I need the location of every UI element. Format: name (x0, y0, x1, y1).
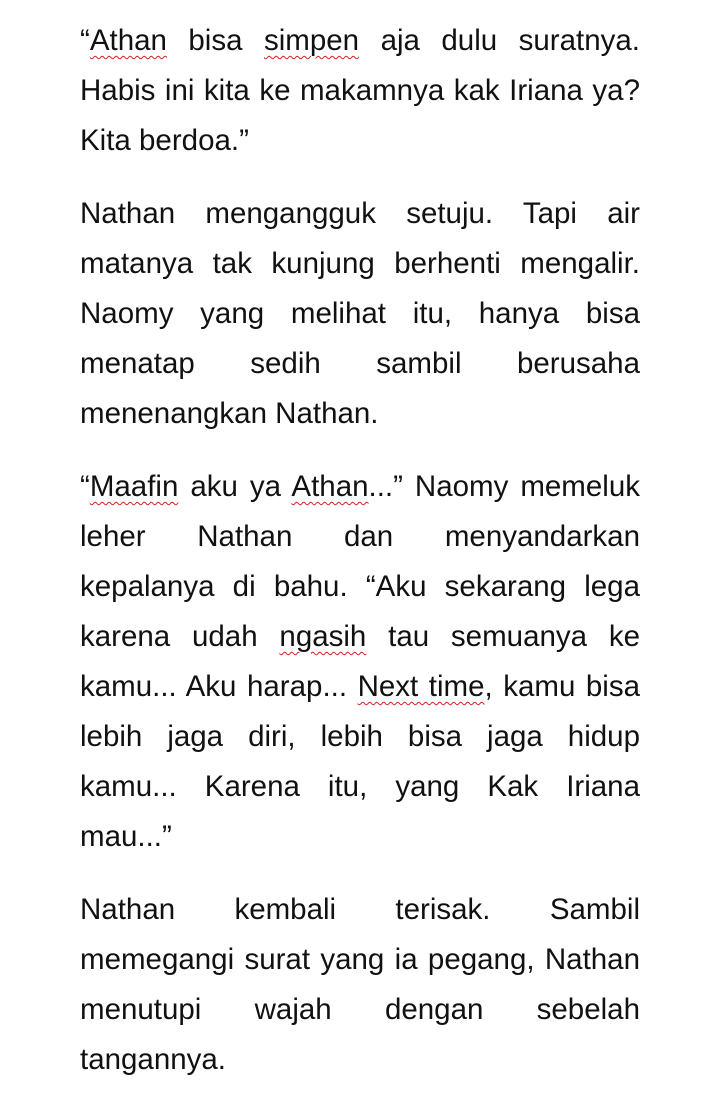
text-run: Nathan mengangguk setuju. Tapi air matanya tak kunjung berhenti mengalir. Naomy yang melihat itu, hanya bisa menatap sedih sambil berusaha menenangkan Nathan. (80, 197, 640, 430)
misspelled-word[interactable]: ngasih (279, 620, 367, 653)
text-run: aku ya (178, 470, 292, 503)
text-run: , kamu bisa lebih jaga diri, lebih bisa jaga hidup kamu... Karena itu, yang Kak Iriana mau...” (80, 670, 640, 853)
document-page (80, 16, 640, 1108)
misspelled-word[interactable]: Athan (89, 24, 167, 57)
paragraph (80, 189, 640, 439)
text-run: aja dulu suratnya. Habis ini kita ke makamnya kak Iriana ya? Kita berdoa.” (80, 24, 640, 157)
misspelled-word[interactable]: Maafin (89, 470, 179, 503)
text-run: tau semuanya ke kamu... Aku harap... (80, 620, 640, 703)
misspelled-word[interactable]: Athan (291, 470, 369, 503)
misspelled-word[interactable]: Next time (357, 670, 485, 703)
paragraph (80, 462, 640, 862)
text-run: Nathan kembali terisak. Sambil memegangi surat yang ia pegang, Nathan menutupi wajah dengan sebelah tangannya. (80, 893, 640, 1076)
paragraph (80, 16, 640, 166)
text-run: “ (80, 470, 90, 503)
text-run: ...” Naomy memeluk leher Nathan dan menyandarkan kepalanya di bahu. “Aku sekarang lega karena udah (80, 470, 640, 653)
misspelled-word[interactable]: simpen (263, 24, 360, 57)
text-run: bisa (166, 24, 264, 57)
text-run: “ (80, 24, 90, 57)
paragraph (80, 885, 640, 1085)
